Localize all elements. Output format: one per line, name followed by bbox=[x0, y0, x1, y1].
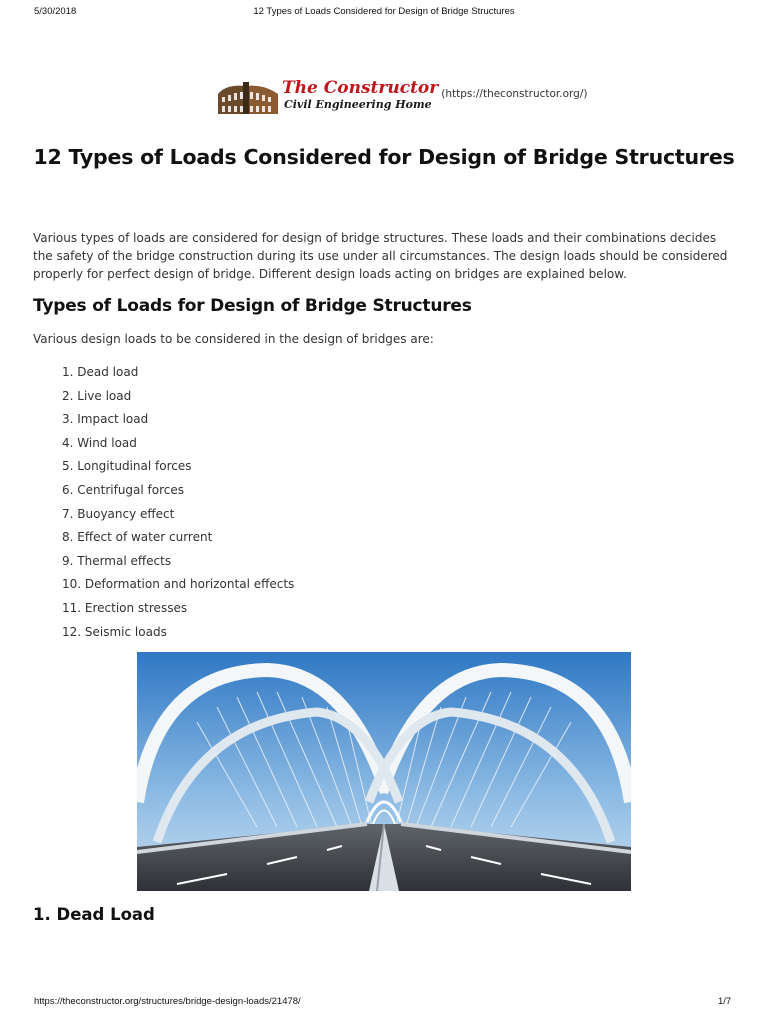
logo-text bbox=[282, 80, 438, 110]
list-item: 7. Buoyancy effect bbox=[62, 506, 175, 521]
section-heading: Types of Loads for Design of Bridge Structures bbox=[33, 296, 472, 316]
site-logo[interactable] bbox=[216, 80, 587, 116]
list-item: 2. Live load bbox=[62, 388, 132, 403]
list-item: 4. Wind load bbox=[62, 435, 137, 450]
page-title: 12 Types of Loads Considered for Design of Bridge Structures bbox=[33, 145, 735, 169]
colosseum-logo-icon bbox=[216, 80, 280, 116]
list-item: 12. Seismic loads bbox=[62, 624, 167, 639]
page-number: 1/7 bbox=[718, 996, 732, 1007]
list-item: 8. Effect of water current bbox=[62, 530, 213, 545]
list-item: 6. Centrifugal forces bbox=[62, 482, 185, 497]
loads-list bbox=[62, 363, 294, 646]
list-item: 11. Erection stresses bbox=[62, 600, 188, 615]
logo-tagline: Civil Engineering Home bbox=[284, 98, 432, 111]
list-lead: Various design loads to be considered in the design of bridges are: bbox=[33, 332, 434, 346]
list-item: 10. Deformation and horizontal effects bbox=[62, 577, 295, 592]
dead-load-heading: 1. Dead Load bbox=[33, 905, 155, 924]
list-item: 1. Dead load bbox=[62, 365, 139, 379]
bridge-photo bbox=[137, 652, 631, 891]
list-item: 9. Thermal effects bbox=[62, 553, 172, 568]
home-link[interactable]: (https://theconstructor.org/) bbox=[441, 88, 588, 100]
print-date: 5/30/2018 bbox=[34, 6, 77, 17]
intro-paragraph: Various types of loads are considered for design of bridge structures. These loads and their combinations decides the safety of the bridge construction during its use under all circumstances. The design loads should be considered properly for perfect design of bridge. Different design loads acting on bridges are explained below. bbox=[33, 231, 728, 281]
list-item: 3. Impact load bbox=[62, 412, 149, 427]
print-header-title: 12 Types of Loads Considered for Design of Bridge Structures bbox=[253, 6, 515, 17]
list-item: 5. Longitudinal forces bbox=[62, 459, 192, 474]
logo-name: The Constructor bbox=[282, 78, 439, 98]
print-footer-url: https://theconstructor.org/structures/bridge-design-loads/21478/ bbox=[34, 996, 301, 1007]
